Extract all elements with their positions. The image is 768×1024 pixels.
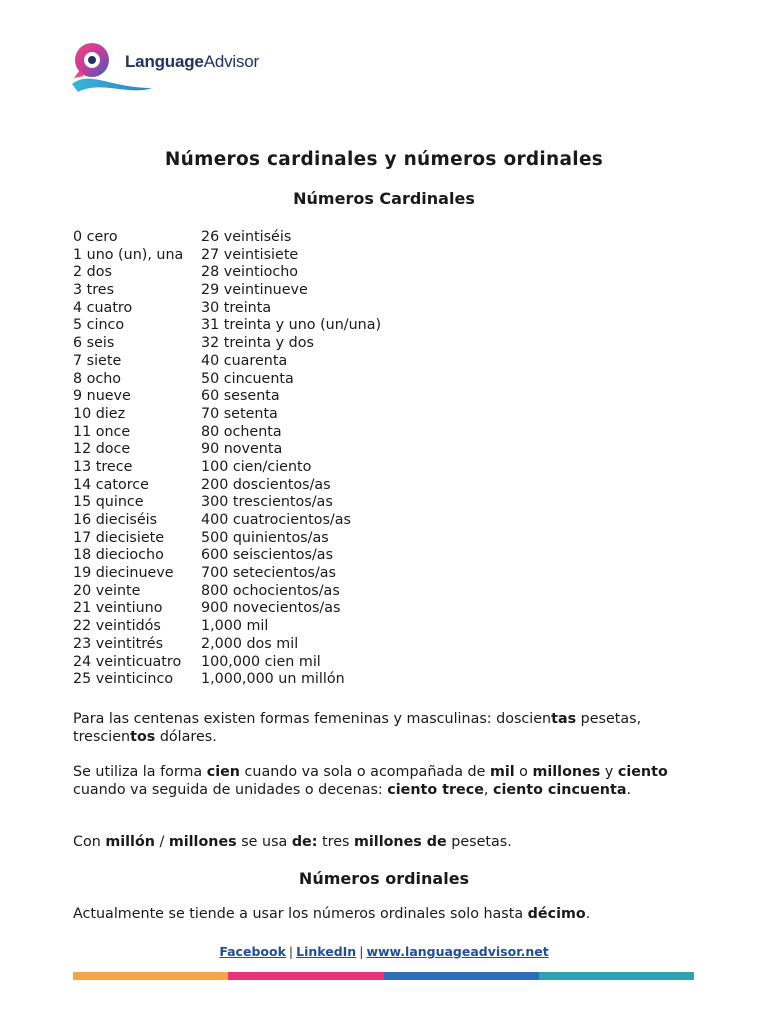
- cardinal-number-item: 25 veinticinco: [73, 671, 174, 688]
- footer-separator: |: [359, 944, 364, 959]
- paragraph-ordinales: [73, 906, 703, 924]
- text-run: dólares.: [155, 728, 217, 745]
- cardinals-right-column: [201, 229, 381, 689]
- cardinal-number-item: 13 trece: [73, 458, 133, 475]
- cardinal-number-item: 17 diecisiete: [73, 529, 165, 546]
- cardinal-number-item: 40 cuarenta: [201, 352, 288, 369]
- cardinal-number-item: 5 cinco: [73, 317, 125, 334]
- bold-text: millones de: [354, 834, 447, 850]
- color-bar-segment: [73, 972, 228, 980]
- cardinal-number-item: 21 veintiuno: [73, 600, 163, 617]
- cardinal-number-item: 22 veintidós: [73, 618, 161, 635]
- cardinal-number-item: 19 diecinueve: [73, 565, 174, 582]
- cardinal-number-item: 6 seis: [73, 335, 115, 352]
- cardinal-number-item: 26 veintiséis: [201, 229, 292, 245]
- cardinal-number-item: 23 veintitrés: [73, 635, 164, 652]
- cardinal-number-item: 9 nueve: [73, 388, 131, 405]
- bold-text: de:: [291, 834, 318, 850]
- text-run: y: [600, 764, 618, 780]
- cardinal-number-item: 90 noventa: [201, 441, 283, 458]
- cardinal-number-item: 12 doce: [73, 441, 131, 458]
- bold-text: ciento cincuenta: [493, 781, 627, 798]
- cardinal-number-item: 80 ochenta: [201, 423, 282, 440]
- cardinal-number-item: 3 tres: [73, 282, 115, 299]
- cardinal-number-item: 70 setenta: [201, 405, 278, 422]
- website-link[interactable]: www.languageadvisor.net: [366, 944, 549, 959]
- text-run: se usa: [236, 834, 292, 850]
- footer-color-bar: [73, 972, 694, 980]
- bold-text: ciento: [617, 764, 668, 780]
- text-run: .: [626, 781, 632, 798]
- cardinal-number-item: 11 once: [73, 423, 131, 440]
- text-run: o: [514, 764, 533, 780]
- cardinal-number-item: 7 siete: [73, 352, 122, 369]
- brand-logo: [70, 40, 259, 100]
- brand-name: [125, 52, 259, 72]
- cardinal-number-item: 200 doscientos/as: [201, 476, 331, 493]
- color-bar-segment: [384, 972, 539, 980]
- cardinal-number-item: 0 cero: [73, 229, 118, 245]
- text-run: Con: [73, 834, 106, 850]
- cardinal-number-item: 800 ochocientos/as: [201, 582, 340, 599]
- cardinal-number-item: 100,000 cien mil: [201, 653, 321, 670]
- text-run: pesetas.: [446, 834, 512, 850]
- cardinal-number-item: 4 cuatro: [73, 299, 133, 316]
- section-heading-ordinales: Números ordinales: [298, 869, 470, 888]
- cardinal-number-item: 100 cien/ciento: [201, 458, 312, 475]
- cardinal-number-item: 30 treinta: [201, 299, 272, 316]
- cardinal-number-item: 60 sesenta: [201, 388, 280, 405]
- cardinal-number-item: 50 cincuenta: [201, 370, 294, 387]
- cardinal-number-item: 14 catorce: [73, 476, 149, 493]
- cardinal-number-item: 15 quince: [73, 494, 144, 511]
- text-run: Para las centenas existen formas femeninas y masculinas: doscien: [73, 711, 552, 727]
- brand-name-bold: Language: [125, 52, 204, 71]
- text-run: Actualmente se tiende a usar los números ordinales solo hasta: [73, 906, 528, 922]
- bold-text: millón: [105, 834, 155, 850]
- color-bar-segment: [228, 972, 383, 980]
- cardinal-number-item: 2,000 dos mil: [201, 635, 299, 652]
- cardinal-number-item: 31 treinta y uno (un/una): [201, 317, 382, 334]
- paragraph-centenas: [73, 711, 703, 746]
- footer-links: [0, 944, 768, 959]
- cardinal-number-item: 16 dieciséis: [73, 512, 158, 528]
- bold-text: mil: [489, 764, 515, 780]
- bold-text: millones: [532, 764, 601, 780]
- paragraph-cien-ciento: [73, 764, 703, 799]
- cardinal-number-item: 700 setecientos/as: [201, 565, 336, 582]
- bold-text: tas: [551, 711, 577, 727]
- bold-text: tos: [130, 728, 156, 745]
- linkedin-link[interactable]: LinkedIn: [296, 944, 357, 959]
- text-run: ,: [483, 781, 494, 798]
- cardinal-number-item: 27 veintisiete: [201, 246, 299, 263]
- text-run: pesetas, trescien: [73, 711, 642, 745]
- section-heading-cardinales: Números Cardinales: [293, 189, 475, 208]
- footer-separator: |: [288, 944, 294, 959]
- cardinal-number-item: 2 dos: [73, 264, 112, 281]
- cardinal-numbers-list: [73, 229, 381, 689]
- cardinal-number-item: 1,000,000 un millón: [201, 671, 345, 688]
- cardinal-number-item: 400 cuatrocientos/as: [201, 512, 351, 528]
- cardinal-number-item: 24 veinticuatro: [73, 653, 182, 670]
- text-run: cuando va sola o acompañada de: [240, 764, 490, 780]
- cardinal-number-item: 10 diez: [73, 405, 126, 422]
- cardinal-number-item: 18 dieciocho: [73, 547, 164, 564]
- cardinal-number-item: 1 uno (un), una: [73, 246, 184, 263]
- bold-text: ciento trece: [387, 781, 484, 798]
- color-bar-segment: [539, 972, 694, 980]
- cardinal-number-item: 600 seiscientos/as: [201, 547, 334, 564]
- bold-text: millones: [168, 834, 237, 850]
- text-run: tres: [317, 834, 354, 850]
- paragraph-millon: [73, 834, 703, 852]
- brand-name-regular: Advisor: [203, 52, 259, 71]
- cardinal-number-item: 32 treinta y dos: [201, 335, 314, 352]
- cardinal-number-item: 900 novecientos/as: [201, 600, 341, 617]
- bold-text: cien: [206, 764, 240, 780]
- bold-text: décimo: [527, 906, 586, 922]
- facebook-link[interactable]: Facebook: [219, 944, 286, 959]
- page-title: Números cardinales y números ordinales: [164, 149, 604, 170]
- cardinal-number-item: 28 veintiocho: [201, 264, 299, 281]
- text-run: .: [585, 906, 591, 922]
- cardinal-number-item: 29 veintinueve: [201, 282, 308, 299]
- text-run: Se utiliza la forma: [73, 764, 207, 780]
- cardinal-number-item: 500 quinientos/as: [201, 529, 329, 546]
- cardinal-number-item: 300 trescientos/as: [201, 494, 333, 511]
- cardinals-left-column: [73, 229, 201, 689]
- text-run: /: [154, 834, 169, 850]
- cardinal-number-item: 20 veinte: [73, 582, 141, 599]
- text-run: cuando va seguida de unidades o decenas:: [73, 781, 388, 798]
- cardinal-number-item: 8 ocho: [73, 370, 122, 387]
- cardinal-number-item: 1,000 mil: [201, 618, 269, 635]
